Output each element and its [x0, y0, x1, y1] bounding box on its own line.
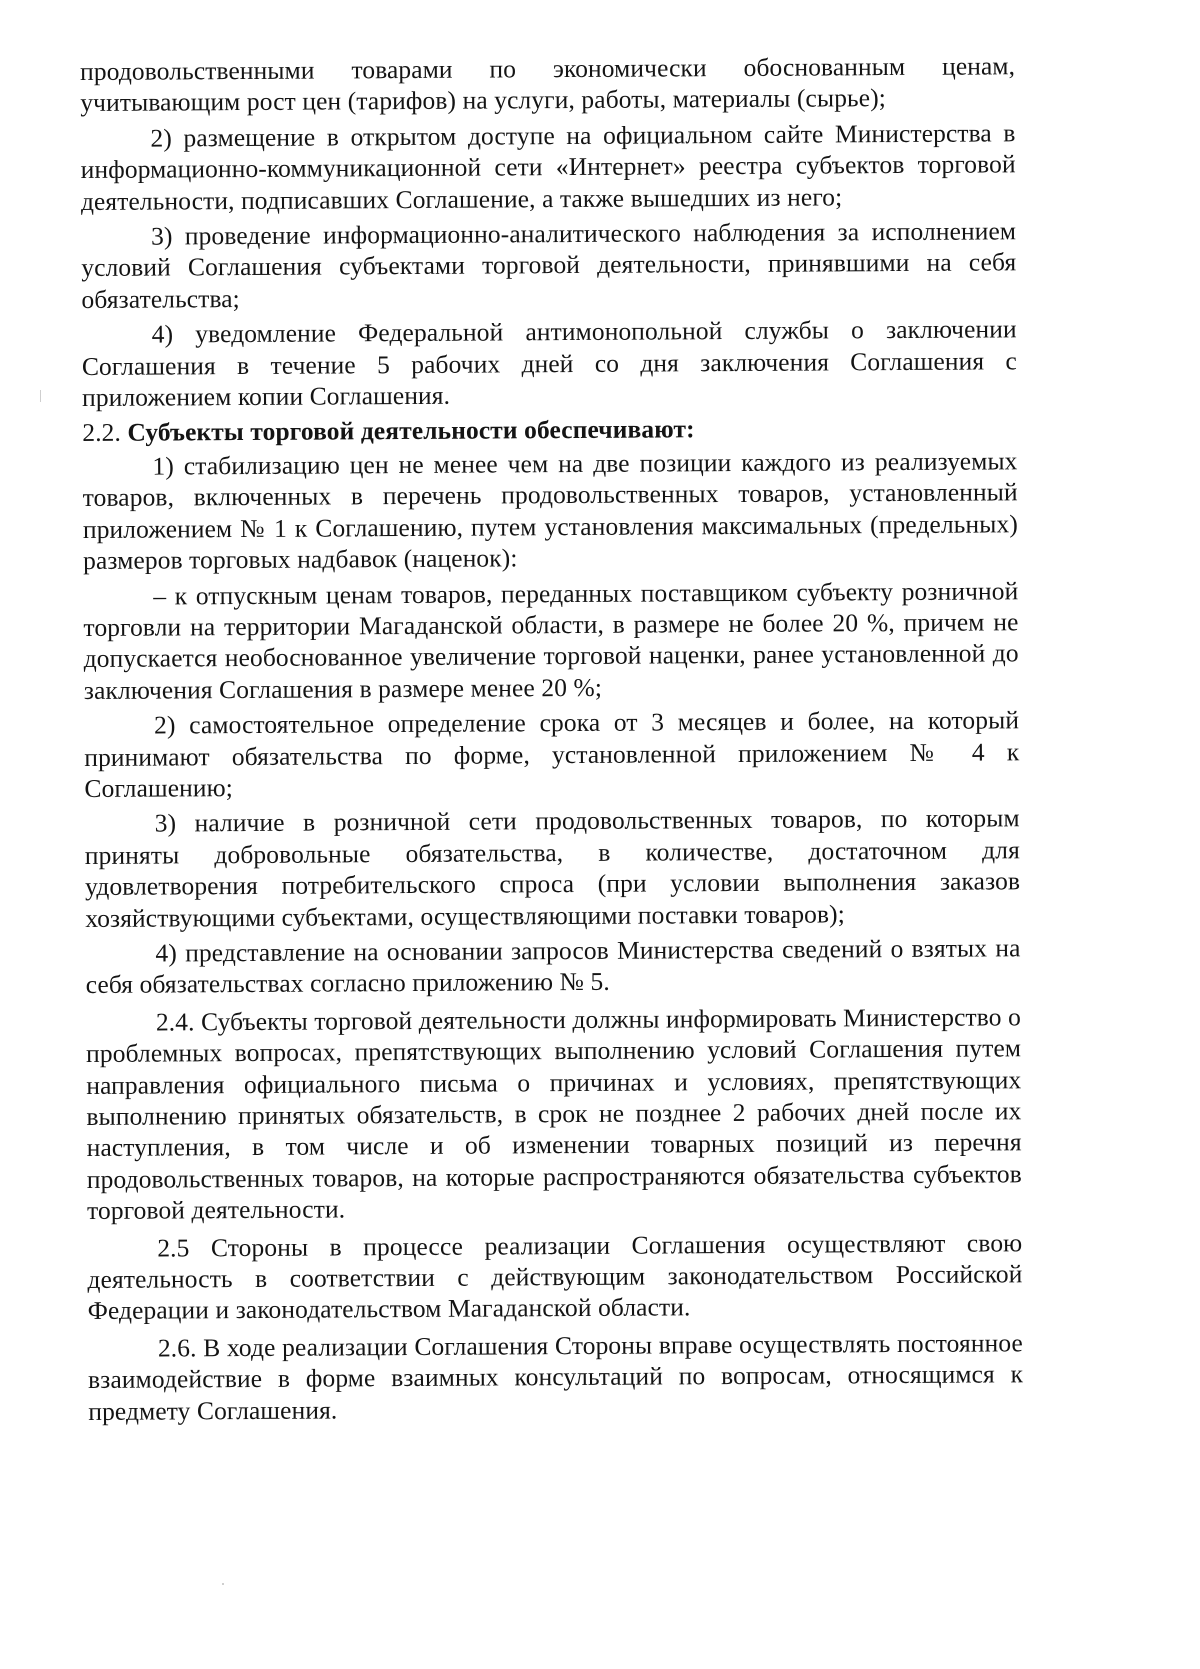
paragraph-2-2-item-2: 2) самостоятельное определение срока от 3 месяцев и более, на который принимают обязательства по форме, установленной приложением № 4 к Соглашению; [84, 705, 1020, 803]
section-2-2-number: 2.2. [82, 418, 122, 448]
paragraph-2-1-item-4: 4) уведомление Федеральной антимонопольной службы о заключении Соглашения в течение 5 рабочих дней со дня заключения Соглашения с приложением копии Соглашения. [81, 314, 1017, 413]
paragraph-2-4: 2.4. Субъекты торговой деятельности должны информировать Министерство о проблемных вопросах, препятствующих выполнению условий Соглашения путем направления официального письма о причинах и условиях, препятствующих выполнению принятых обязательств, в срок не позднее 2 рабочих дней после их наступления, в том числе и об изменении товарных позиций из перечня продовольственных товаров, на которые распространяются обязательства субъектов торговой деятельности. [86, 1002, 1022, 1226]
paragraph-2-5: 2.5 Стороны в процессе реализации Соглашения осуществляют свою деятельность в соответствии с действующим законодательством Российской Федерации и законодательством Магаданской области. [87, 1227, 1023, 1326]
paragraph-2-2-item-3: 3) наличие в розничной сети продовольственных товаров, по которым приняты добровольные обязательства, в количестве, достаточном для удовлетворения потребительского спроса (при условии выполнения заказов хозяйствующими субъектами, осуществляющими поставки товаров); [84, 803, 1021, 933]
paragraph-2-2-item-4: 4) представление на основании запросов Министерства сведений о взятых на себя обязательствах согласно приложению № 5. [85, 933, 1021, 1000]
paragraph-2-1-item-3: 3) проведение информационно-аналитического наблюдения за исполнением условий Соглашения субъектами торговой деятельности, принявшими на себя обязательства; [81, 216, 1017, 314]
section-2-2-heading [82, 412, 1017, 449]
paragraph-continuation: продовольственными товарами по экономически обоснованным ценам, учитывающим рост цен (тарифов) на услуги, работы, материалы (сырье); [80, 51, 1016, 118]
paragraph-2-2-item-1-dash: – к отпускным ценам товаров, переданных поставщиком субъекту розничной торговли на территории Магаданской области, в размере не более 20 %, причем не допускается необоснованное увеличение торговой наценки, ранее установленной до заключения Соглашения в размере менее 20 %; [83, 575, 1019, 705]
paragraph-2-2-item-1: 1) стабилизацию цен не менее чем на две позиции каждого из реализуемых товаров, включенных в перечень продовольственных товаров, установленный приложением № 1 к Соглашению, путем установления максимальных (предельных) размеров торговых надбавок (наценок): [82, 446, 1018, 576]
section-2-2-title: Субъекты торговой деятельности обеспечивают: [127, 414, 695, 448]
scan-speck-left [40, 390, 41, 402]
scan-speck-bottom [222, 1583, 224, 1585]
paragraph-2-1-item-2: 2) размещение в открытом доступе на официальном сайте Министерства в информационно-коммуникационной сети «Интернет» реестра субъектов торговой деятельности, подписавших Соглашение, а также вышедших из него; [80, 118, 1016, 216]
document-body [80, 50, 1023, 1431]
paragraph-2-6: 2.6. В ходе реализации Соглашения Стороны вправе осуществлять постоянное взаимодействие в форме взаимных консультаций по вопросам, относящимся к предмету Соглашения. [87, 1328, 1024, 1426]
